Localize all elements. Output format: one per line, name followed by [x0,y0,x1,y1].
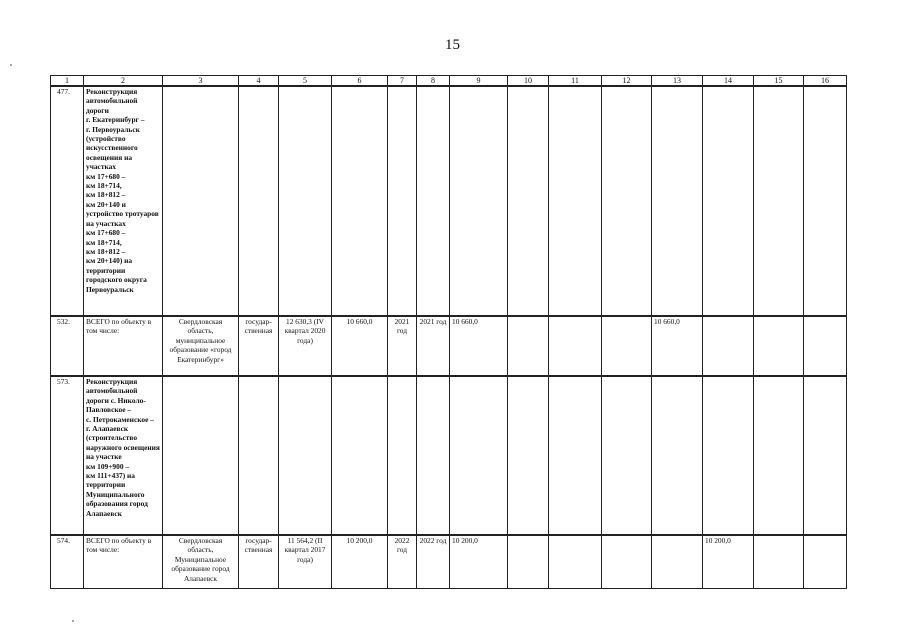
table-cell [652,86,703,316]
table-cell: государ-ственная [239,316,279,376]
table-cell [388,376,417,535]
page-number: 15 [445,37,460,53]
table-cell [804,316,847,376]
total-row [51,316,847,376]
table-cell [602,376,652,535]
table-cell [703,86,754,316]
table-cell [388,86,417,316]
table-cell [239,376,279,535]
table-cell: Свердловская область, Муниципальное образование город Алапаевск [163,535,239,588]
table-cell [754,535,804,588]
table-cell [549,535,602,588]
table-cell [417,86,450,316]
table-cell [754,86,804,316]
header-row [51,76,847,87]
table-cell [163,376,239,535]
table-cell [450,376,508,535]
table-cell [652,376,703,535]
table-cell [804,86,847,316]
table-cell: 10 200,0 [332,535,388,588]
table-cell [508,535,549,588]
table-cell [602,316,652,376]
table-cell [602,535,652,588]
investment-table [50,75,847,589]
table-cell [602,86,652,316]
column-header: 13 [652,76,703,87]
table-cell [332,86,388,316]
table-cell [549,316,602,376]
table-cell: 2021 год [388,316,417,376]
column-header: 1 [51,76,84,87]
table-cell: 573. [51,376,84,535]
table-cell: 12 630,3 (IV квартал 2020 года) [279,316,332,376]
column-header: 9 [450,76,508,87]
table-cell [508,316,549,376]
table-cell: Свердловская область, муниципальное образование «город Екатеринбург» [163,316,239,376]
table-cell [163,86,239,316]
table-cell: 11 564,2 (II квартал 2017 года) [279,535,332,588]
table-cell [279,86,332,316]
table-cell [417,376,450,535]
table-cell [239,86,279,316]
table-cell [703,376,754,535]
column-header: 5 [279,76,332,87]
column-header: 16 [804,76,847,87]
column-header: 2 [84,76,163,87]
table-cell: 10 660,0 [450,316,508,376]
object-row [51,376,847,535]
table-cell [754,316,804,376]
table-cell: 477. [51,86,84,316]
table-cell: 532. [51,316,84,376]
table-cell: 2021 год [417,316,450,376]
table-cell [703,316,754,376]
table-cell: ВСЕГО по объекту в том числе: [84,535,163,588]
table-cell: Реконструкция автомобильной дороги с. Николо-Павловское – с. Петрокаменское – г. Алапаевск (строительство наружного освещения на участке км 109+900 – км 111+437) на территории Муниципального образования город Алапаевск [84,376,163,535]
object-row [51,86,847,316]
table-cell: 574. [51,535,84,588]
column-header: 7 [388,76,417,87]
table-cell: ВСЕГО по объекту в том числе: [84,316,163,376]
table-cell [804,376,847,535]
table-cell [508,376,549,535]
table-cell [549,86,602,316]
table-cell [652,535,703,588]
table-cell [450,86,508,316]
column-header: 12 [602,76,652,87]
total-row [51,535,847,588]
table-cell [549,376,602,535]
table-cell [804,535,847,588]
table-cell [754,376,804,535]
table-cell: государ-ственная [239,535,279,588]
table-cell: 2022 год [417,535,450,588]
table-cell: 10 200,0 [703,535,754,588]
column-header: 15 [754,76,804,87]
table-cell: 10 200,0 [450,535,508,588]
table-cell: 10 660,0 [332,316,388,376]
table-cell [279,376,332,535]
column-header: 8 [417,76,450,87]
scan-speck [72,620,74,622]
column-header: 11 [549,76,602,87]
column-header: 3 [163,76,239,87]
table-cell: 10 660,0 [652,316,703,376]
column-header: 6 [332,76,388,87]
column-header: 4 [239,76,279,87]
table-cell: 2022 год [388,535,417,588]
table-cell: Реконструкция автомобильной дороги г. Екатеринбург – г. Первоуральск (устройство искусственного освещения на участках км 17+680 – км 18+714, км 18+812 – км 20+140 и устройство тротуаров на участках км 17+680 – км 18+714, км 18+812 – км 20+140) на территории городского округа Первоуральск [84,86,163,316]
scan-speck [10,64,12,66]
table-cell [508,86,549,316]
column-header: 14 [703,76,754,87]
table-cell [332,376,388,535]
column-header: 10 [508,76,549,87]
